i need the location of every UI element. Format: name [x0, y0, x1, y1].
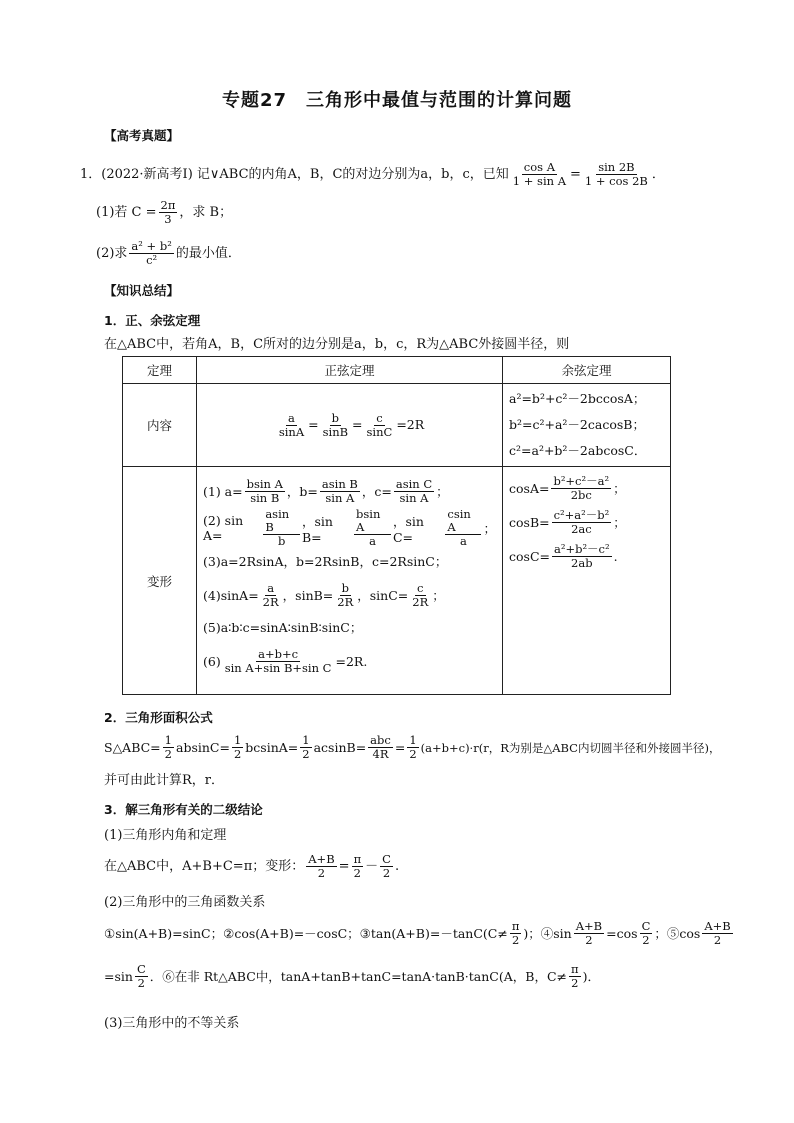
- cosine-law-content: [503, 384, 671, 467]
- fraction-2pi-3: [159, 199, 178, 226]
- cos-line: c²=a²+b²－2abcosC．: [509, 443, 647, 458]
- area-note: 并可由此计算R，r．: [104, 773, 225, 788]
- heading-area-formula: 2．三角形面积公式: [104, 710, 213, 725]
- frac-num: a² + b²: [131, 239, 172, 253]
- variant-line-1: (1) a= $\frac{\text{bsin A}}{\text{sin B}}$ ，b= $\frac{\text{asin B}}{\text{sin A}}$ ，c= $\frac{\text{asin C}}{\text{sin A}}$ ；: [203, 476, 449, 505]
- area-formula: S△ABC= $\frac{1}{2}$ absinC= $\frac{1}{2}$ bcsinA= $\frac{1}{2}$ acsinB= $\frac{\text{abc}}{4R}$ = $\frac{1}{2}$ (a+b+c)·r(r，R为别是△ABC内切圆半径和外接圆半径)，: [104, 733, 721, 761]
- sine-law-content: $\frac{a}{\sin A}$ = $\frac{b}{\sin B}$ = $\frac{c}{\sin C}$ =2R: [197, 384, 503, 467]
- header-cell: 余弦定理: [503, 357, 671, 384]
- variant-line-6: (6) $\frac{a+b+c}{\text{sin A+sin B+sin C}}$ =2R.: [203, 646, 368, 675]
- variant-line-4: (4)sinA= $\frac{a}{2R}$ ，sinB= $\frac{b}{2R}$ ，sinC= $\frac{c}{2R}$ ；: [203, 580, 445, 609]
- equals: =: [570, 166, 581, 182]
- cos-variant-a: cosA= $\frac{\text{b²+c²－a²}}{2bc}$ ；: [509, 473, 626, 502]
- frac-den: 1 + cos 2B: [584, 174, 648, 188]
- trig-relations-line-2: =sin $\frac{C}{2}$ ．⑥在非 Rt△ABC中，tanA+tanB+tanC=tanA·tanB·tanC(A，B，C≠ $\frac{\pi}{2}$ )．: [104, 962, 600, 990]
- frac-num: sin 2B: [598, 160, 635, 174]
- subheading-angle-sum: (1)三角形内角和定理: [104, 828, 227, 843]
- cosine-law-variants: [503, 467, 671, 695]
- fraction-cosA: [511, 161, 568, 188]
- heading-secondary-conclusions: 3．解三角形有关的二级结论: [104, 802, 263, 817]
- question-1: [96, 199, 232, 226]
- subheading-inequalities: (3)三角形中的不等关系: [104, 1016, 240, 1031]
- header-cell: 正弦定理: [197, 357, 503, 384]
- question-2: [96, 240, 241, 267]
- cos-variant-b: cosB= $\frac{\text{c²+a²－b²}}{2ac}$ ；: [509, 507, 626, 536]
- page-title: 专题27 三角形中最值与范围的计算问题: [221, 90, 573, 111]
- table-row-variants: [123, 467, 671, 695]
- q1-pre: (1)若 C =: [96, 204, 157, 220]
- problem-prefix: 1．(2022·新高考Ⅰ) 记∨ABC的内角A，B，C的对边分别为a，b，c，已知: [80, 166, 509, 182]
- fraction-sin2B: [583, 161, 650, 188]
- table-header-row: [123, 357, 671, 384]
- problem-end: ．: [651, 166, 665, 182]
- section-summary-heading: 【知识总结】: [104, 283, 180, 298]
- row-label: 内容: [123, 384, 197, 467]
- header-cell: 定理: [123, 357, 197, 384]
- q2-post: 的最小值．: [175, 245, 241, 261]
- frac-num: 2π: [160, 198, 176, 212]
- q2-pre: (2)求: [96, 245, 128, 261]
- frac-num: cos A: [523, 160, 556, 174]
- section-exam-heading: 【高考真题】: [104, 128, 180, 143]
- fraction-sumsq: [129, 240, 173, 267]
- problem-statement: [80, 161, 665, 188]
- trig-relations-line-1: ①sin(A+B)=sinC；②cos(A+B)=－cosC；③tan(A+B)=－tanC(C≠ $\frac{\pi}{2}$ )；④sin $\frac{A+B}{2}$ =cos $\frac{C}{2}$ ；⑤cos $\frac{A+B}{2}$: [104, 919, 731, 947]
- row-label: 变形: [123, 467, 197, 695]
- heading-law-of-sines-cosines: 1．正、余弦定理: [104, 313, 201, 328]
- cos-line: b²=c²+a²－2cacosB；: [509, 417, 645, 432]
- intro-text: 在△ABC中，若角A，B，C所对的边分别是a，b，c，R为△ABC外接圆半径，则: [104, 337, 570, 352]
- frac-den: 1 + sin A: [512, 174, 567, 188]
- theorem-table: [122, 356, 671, 695]
- frac-den: c²: [146, 253, 158, 267]
- variant-line-3: (3)a=2RsinA，b=2RsinB，c=2RsinC；: [203, 554, 448, 569]
- subheading-trig-relations: (2)三角形中的三角函数关系: [104, 895, 266, 910]
- cos-variant-c: cosC= $\frac{\text{a²+b²－c²}}{2ab}$ .: [509, 541, 618, 570]
- table-row-content: [123, 384, 671, 467]
- frac-den: 3: [164, 212, 172, 226]
- angle-sum-line: 在△ABC中，A+B+C=π；变形： $\frac{A+B}{2}$ = $\frac{\pi}{2}$ － $\frac{C}{2}$ .: [104, 852, 400, 880]
- variant-line-2: (2) sin A= $\frac{\text{asin B}}{b}$ ，sin B= $\frac{\text{bsin A}}{a}$ ，sin C= $\frac{\text{csin A}}{a}$ ；: [203, 507, 496, 548]
- q1-post: ，求 B；: [179, 204, 233, 220]
- variant-line-5: (5)a∶b∶c=sinA∶sinB∶sinC；: [203, 620, 363, 635]
- cos-line: a²=b²+c²－2bccosA；: [509, 391, 646, 406]
- sine-law-variants: [197, 467, 503, 695]
